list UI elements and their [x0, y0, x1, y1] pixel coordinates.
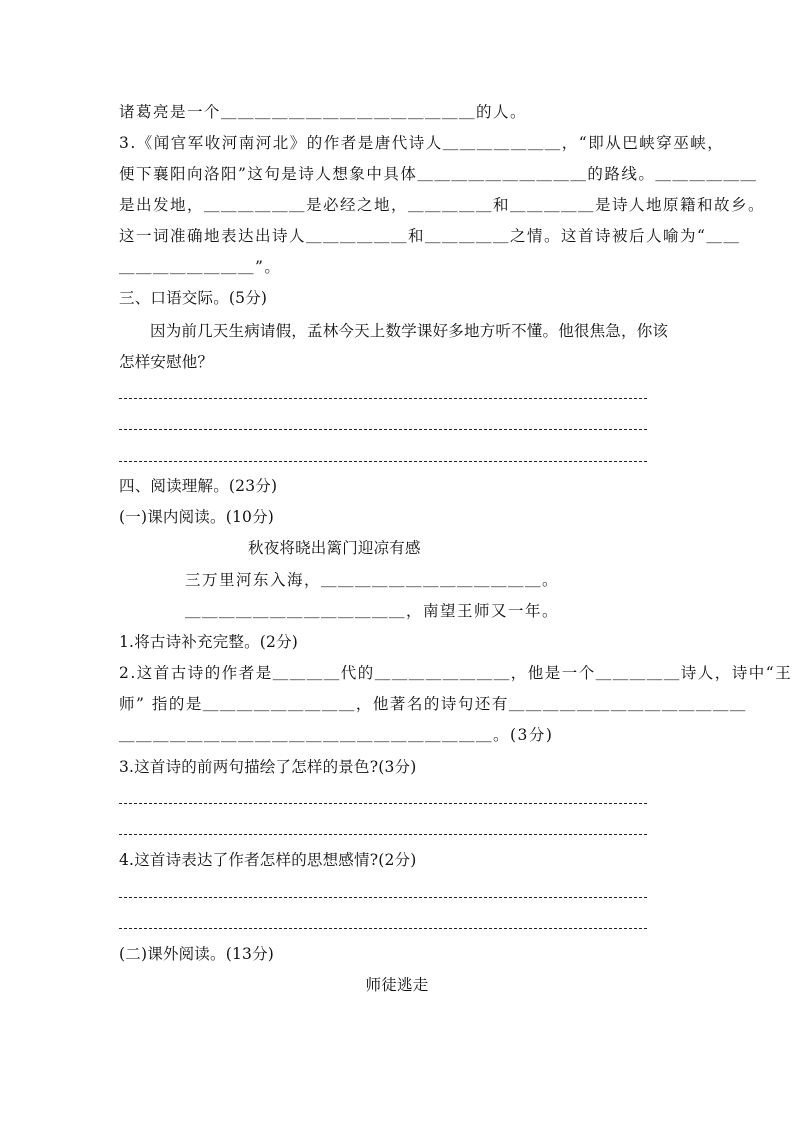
answer-line [119, 803, 647, 804]
question-1: 1.将古诗补充完整。(2分) [119, 633, 299, 651]
fill-blank-zhuge-liang: 诸葛亮是一个＿＿＿＿＿＿＿＿＿＿＿＿＿＿＿的人。 [119, 103, 528, 121]
question-3: 3.这首诗的前两句描绘了怎样的景色?(3分) [119, 758, 417, 776]
question-2-line-3: ＿＿＿＿＿＿＿＿＿＿＿＿＿＿＿＿＿＿＿＿＿＿。(3分) [119, 726, 554, 744]
answer-line [119, 928, 647, 929]
poem-line-1: 三万里河东入海，＿＿＿＿＿＿＿＿＿＿＿＿＿。 [185, 571, 560, 589]
question-2-line-1: 2.这首古诗的作者是＿＿＿＿代的＿＿＿＿＿＿＿＿，他是一个＿＿＿＿＿诗人，诗中“王 [119, 664, 793, 682]
section-3-heading: 三、口语交际。(5分) [119, 289, 268, 307]
oral-question-line-1: 因为前几天生病请假，孟林今天上数学课好多地方听不懂。他很焦急，你该 [150, 322, 669, 340]
answer-line [119, 461, 647, 462]
answer-line [119, 834, 647, 835]
question-3-line-3: 是出发地，＿＿＿＿＿＿是必经之地，＿＿＿＿＿和＿＿＿＿＿是诗人地原籍和故乡。 [119, 196, 766, 214]
section-4-heading: 四、阅读理解。(23分) [119, 477, 278, 495]
story-title: 师徒逃走 [365, 976, 429, 994]
poem-title: 秋夜将晓出篱门迎凉有感 [248, 539, 421, 557]
oral-question-line-2: 怎样安慰他？ [119, 353, 214, 371]
question-3-line-1: 3.《闻官军收河南河北》的作者是唐代诗人＿＿＿＿＿＿＿，“即从巴峡穿巫峡， [119, 134, 725, 152]
reading-part-1-heading: (一)课内阅读。(10分) [119, 508, 275, 526]
answer-line [119, 429, 647, 430]
question-2-line-2: 师” 指的是＿＿＿＿＿＿＿＿＿，他著名的诗句还有＿＿＿＿＿＿＿＿＿＿＿＿＿＿ [119, 695, 747, 713]
poem-line-2: ＿＿＿＿＿＿＿＿＿＿＿＿＿，南望王师又一年。 [185, 602, 560, 620]
reading-part-2-heading: (二)课外阅读。(13分) [119, 945, 275, 963]
question-3-line-4: 这一词准确地表达出诗人＿＿＿＿＿＿和＿＿＿＿＿之情。这首诗被后人喻为“＿＿ [119, 227, 741, 245]
question-3-line-2: 便下襄阳向洛阳”这句是诗人想象中具体＿＿＿＿＿＿＿＿＿＿的路线。＿＿＿＿＿＿ [119, 165, 758, 183]
answer-line [119, 897, 647, 898]
question-3-line-5: ＿＿＿＿＿＿＿＿”。 [119, 258, 282, 276]
question-4: 4.这首诗表达了作者怎样的思想感情?(2分) [119, 851, 417, 869]
answer-line [119, 398, 647, 399]
